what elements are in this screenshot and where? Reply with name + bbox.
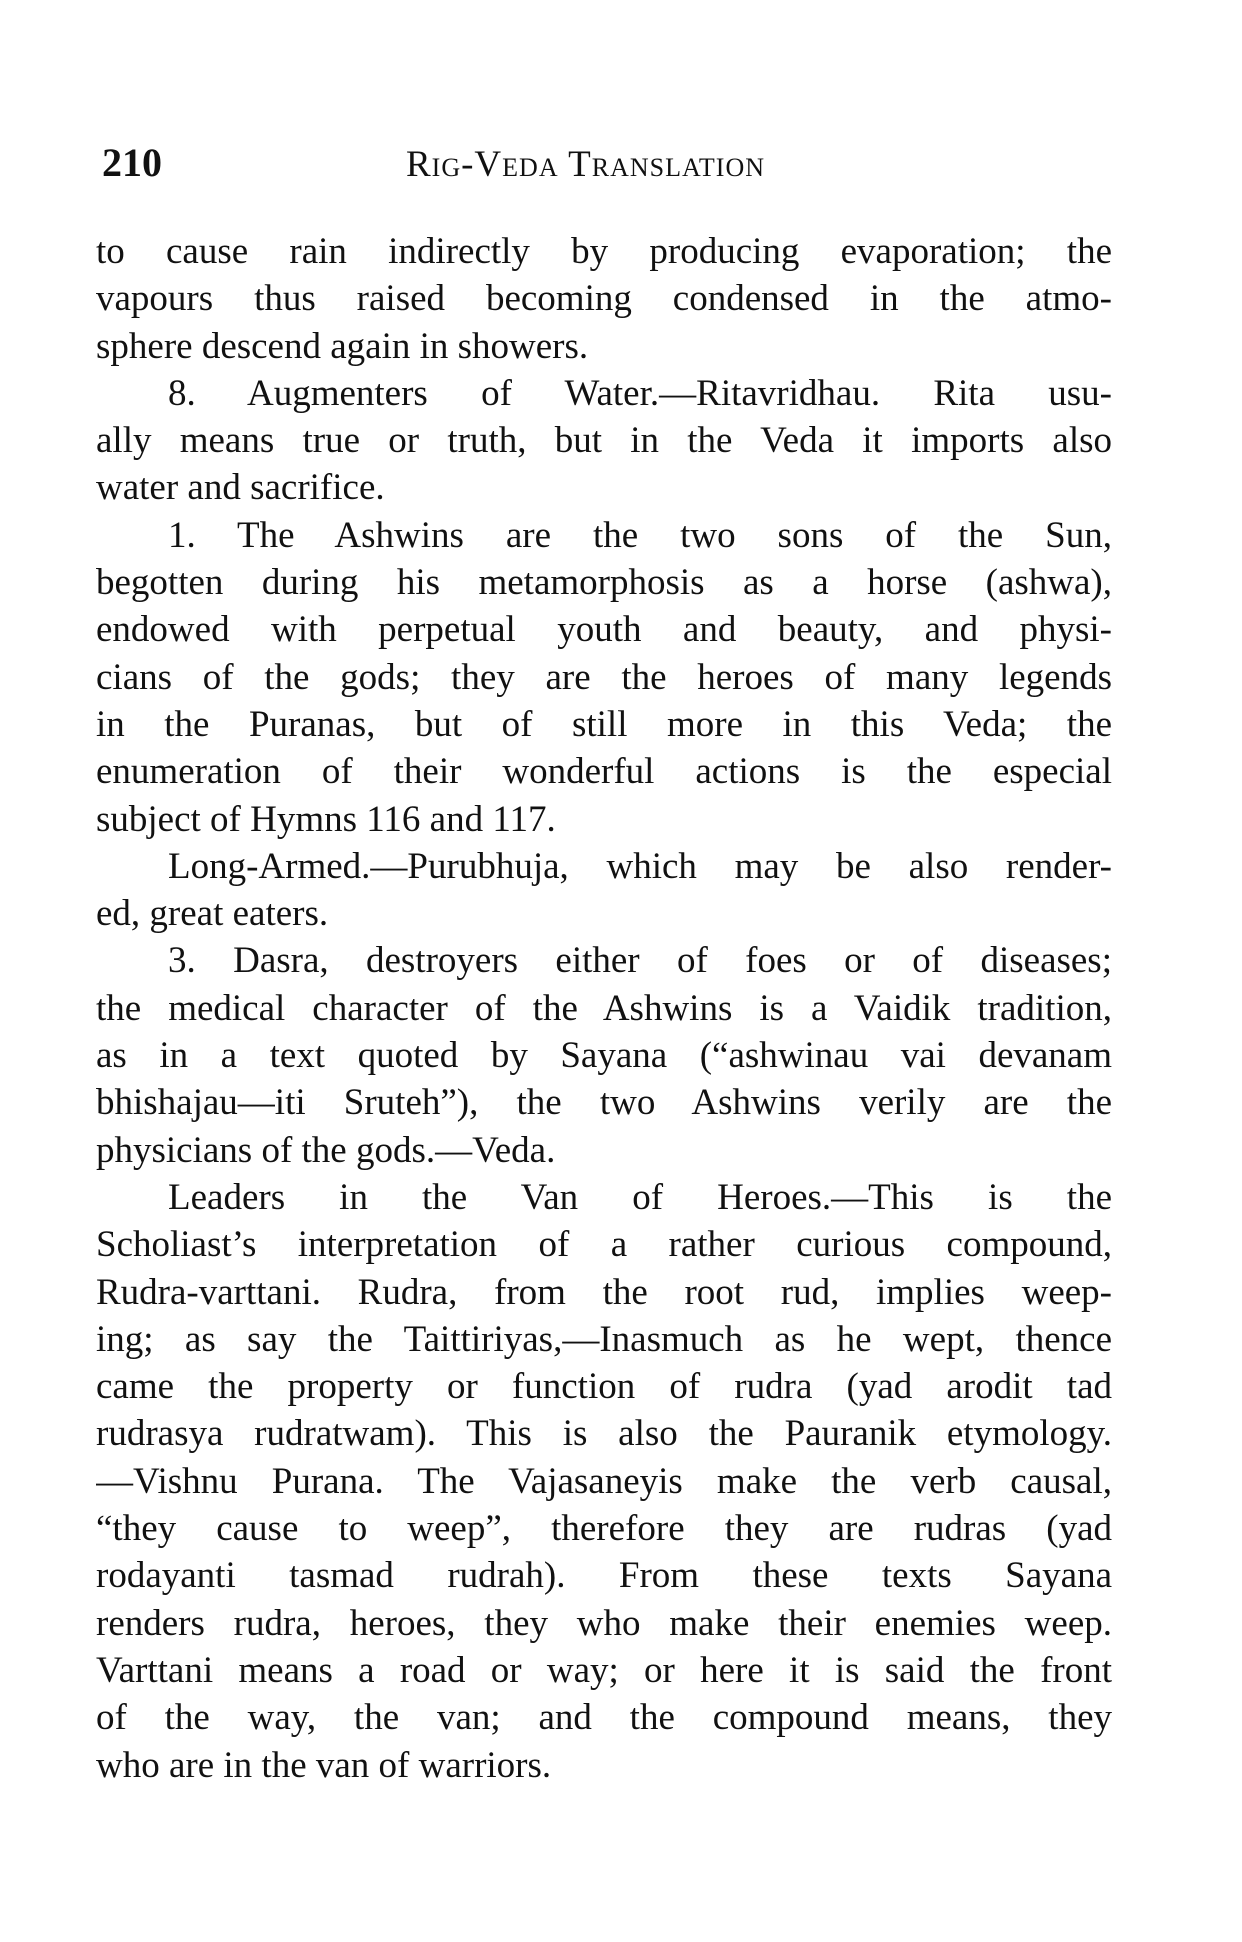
text-line: came the property or function of rudra (yad arodit tad: [96, 1366, 1112, 1408]
text-line: 3. Dasra, destroyers either of foes or of diseases;: [168, 940, 1112, 982]
text-line: ing; as say the Taittiriyas,—Inasmuch as he wept, thence: [96, 1318, 1112, 1360]
text-line: of the way, the van; and the compound means, they: [96, 1697, 1112, 1739]
text-line: who are in the van of warriors.: [96, 1744, 552, 1786]
text-line: physicians of the gods.—Veda.: [96, 1129, 556, 1171]
text-line: —Vishnu Purana. The Vajasaneyis make the verb causal,: [96, 1460, 1112, 1502]
text-line: in the Puranas, but of still more in this Veda; the: [96, 703, 1112, 745]
text-line: enumeration of their wonderful actions is the especial: [96, 751, 1112, 793]
text-line: rodayanti tasmad rudrah). From these texts Sayana: [96, 1555, 1112, 1597]
text-line: endowed with perpetual youth and beauty, and physi-: [96, 609, 1112, 651]
text-line: Rudra-varttani. Rudra, from the root rud, implies weep-: [96, 1271, 1112, 1313]
text-line: cians of the gods; they are the heroes of many legends: [96, 656, 1112, 698]
text-line: 1. The Ashwins are the two sons of the Sun,: [168, 514, 1112, 556]
text-line: vapours thus raised becoming condensed in the atmo-: [96, 278, 1112, 320]
text-line: Scholiast’s interpretation of a rather curious compound,: [96, 1224, 1112, 1266]
text-line: renders rudra, heroes, they who make their enemies weep.: [96, 1602, 1112, 1644]
text-line: subject of Hymns 116 and 117.: [96, 798, 556, 840]
page-header: [102, 138, 862, 198]
text-line: Long-Armed.—Purubhuja, which may be also render-: [168, 845, 1112, 887]
body-text: [96, 228, 1112, 1789]
text-line: 8. Augmenters of Water.—Ritavridhau. Rita usu-: [168, 372, 1112, 414]
text-line: ally means true or truth, but in the Veda it imports also: [96, 420, 1112, 462]
text-line: rudrasya rudratwam). This is also the Pauranik etymology.: [96, 1413, 1112, 1455]
text-line: begotten during his metamorphosis as a horse (ashwa),: [96, 562, 1112, 604]
text-line: “they cause to weep”, therefore they are rudras (yad: [96, 1508, 1112, 1550]
running-head: Rig-Veda Translation: [406, 144, 765, 185]
text-line: the medical character of the Ashwins is a Vaidik tradition,: [96, 987, 1112, 1029]
text-line: water and sacrifice.: [96, 467, 385, 509]
text-line: to cause rain indirectly by producing evaporation; the: [96, 231, 1112, 272]
text-line: bhishajau—iti Sruteh”), the two Ashwins verily are the: [96, 1082, 1112, 1124]
page-number: 210: [102, 140, 162, 185]
text-line: ed, great eaters.: [96, 893, 329, 935]
text-line: Leaders in the Van of Heroes.—This is the: [168, 1176, 1112, 1218]
text-line: Varttani means a road or way; or here it is said the front: [96, 1649, 1112, 1691]
text-line: sphere descend again in showers.: [96, 325, 589, 367]
text-line: as in a text quoted by Sayana (“ashwinau vai devanam: [96, 1035, 1112, 1077]
